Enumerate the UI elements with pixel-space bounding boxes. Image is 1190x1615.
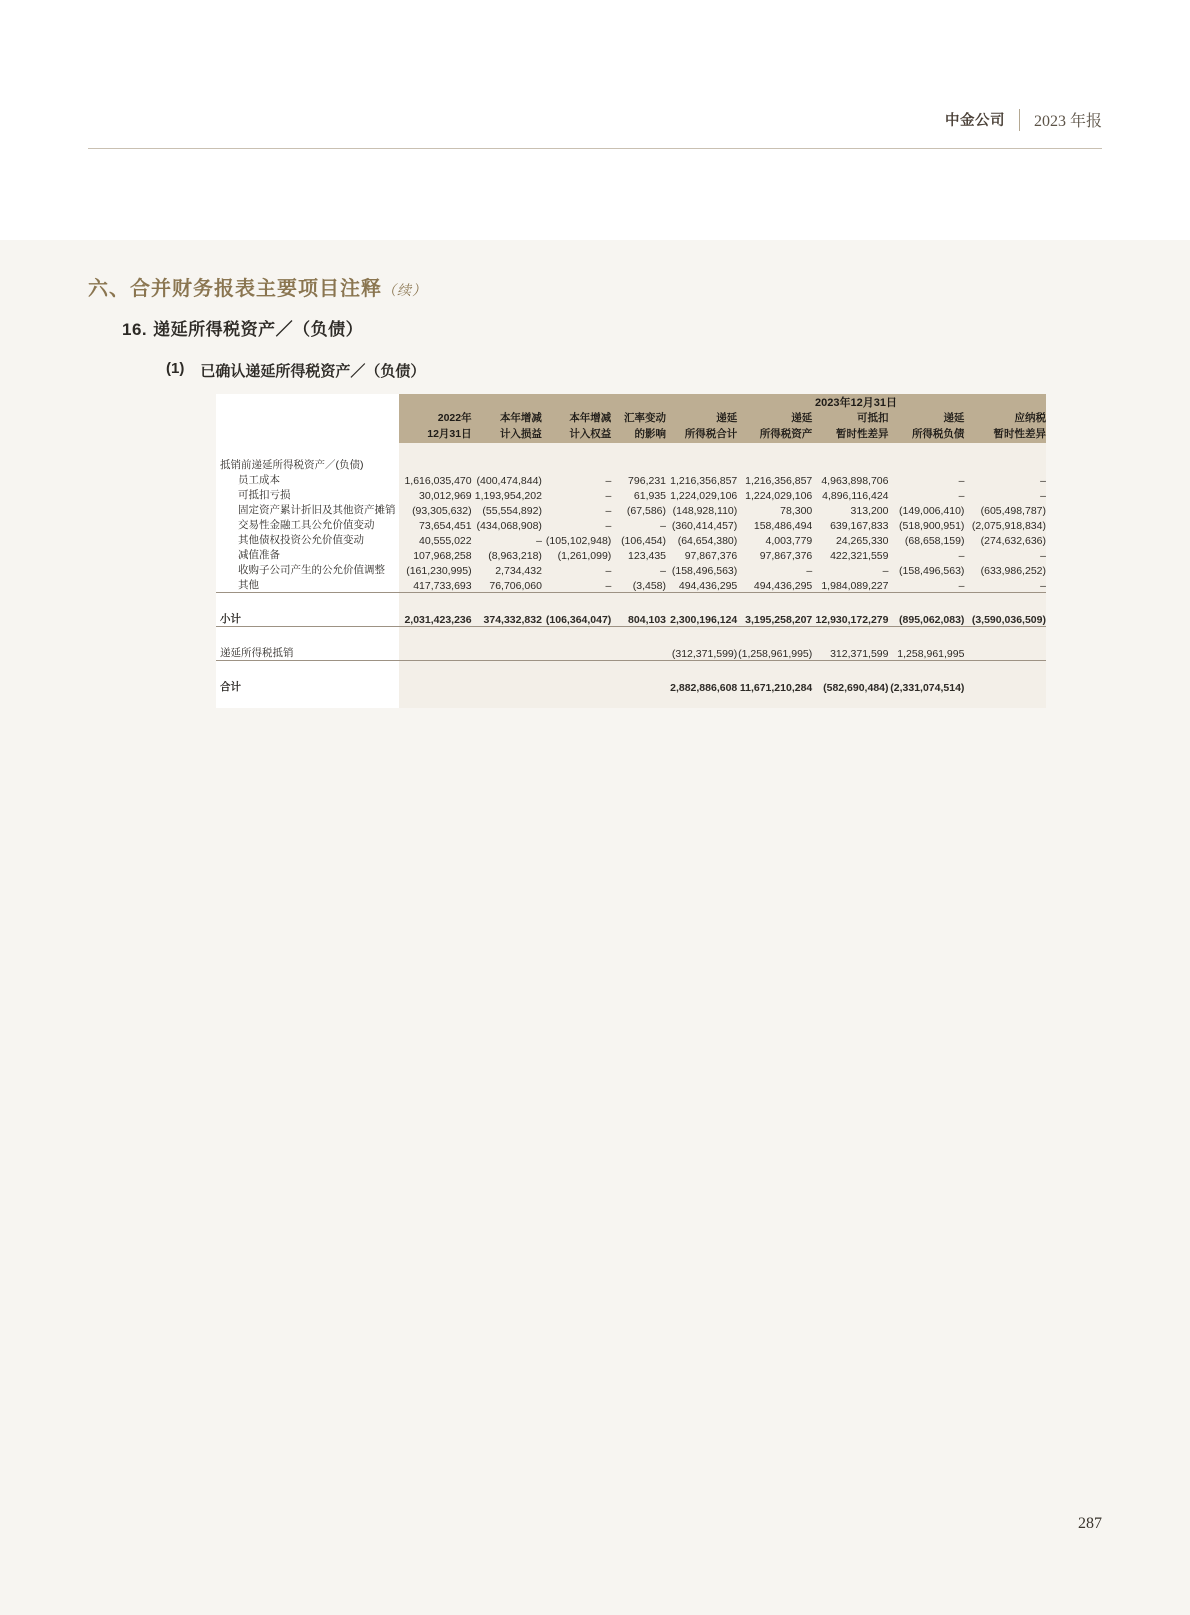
gap-c4 (666, 592, 737, 611)
spacer-c0 (399, 443, 472, 457)
row-value: – (964, 472, 1046, 487)
row-value: 158,486,494 (737, 517, 812, 532)
section-label-c3 (611, 457, 666, 472)
spacer-c3 (611, 443, 666, 457)
row-value: 1,193,954,202 (472, 487, 542, 502)
corner-blank (216, 394, 399, 410)
table-header-row (216, 410, 1046, 443)
column-header-8-line1: 应纳税 (1014, 412, 1046, 424)
row-value: – (542, 487, 611, 502)
row-value: 422,321,559 (812, 547, 888, 562)
row-value: 4,896,116,424 (812, 487, 888, 502)
subtotal-value: 2,300,196,124 (666, 611, 737, 627)
header-report-year: 2023 年报 (1033, 113, 1102, 130)
gap3-c8 (964, 660, 1046, 679)
subtotal-value: (106,364,047) (542, 611, 611, 627)
gap3-c5 (737, 660, 812, 679)
gap2-c0 (399, 626, 472, 645)
gap-c6 (812, 592, 888, 611)
column-header-4-line1: 递延 (716, 412, 738, 424)
row-value: 4,963,898,706 (812, 472, 888, 487)
spacer-c4 (666, 443, 737, 457)
row-value: (67,586) (611, 502, 666, 517)
row-value: – (542, 517, 611, 532)
gap3-c3 (611, 660, 666, 679)
row-value: (274,632,636) (964, 532, 1046, 547)
row-value: (400,474,844) (472, 472, 542, 487)
page-header (945, 108, 1102, 131)
bottom-c4 (666, 694, 737, 708)
total-value: (2,331,074,514) (889, 679, 965, 694)
row-value: 78,300 (737, 502, 812, 517)
table-group-header-row (216, 394, 1046, 410)
gap3-label (216, 660, 399, 679)
column-header-5 (737, 410, 812, 443)
total-value: (582,690,484) (812, 679, 888, 694)
column-header-6-line2: 暂时性差异 (836, 428, 889, 441)
row-label: 其他债权投资公允价值变动 (216, 532, 399, 547)
subsection-title (122, 315, 363, 340)
row-value: 417,733,693 (399, 577, 472, 593)
row-value: – (889, 577, 965, 593)
section-label-c1 (472, 457, 542, 472)
column-header-4 (666, 410, 737, 443)
row-value: 313,200 (812, 502, 888, 517)
column-header-7-line1: 递延 (943, 412, 965, 424)
item-text: 已确认递延所得税资产／（负债） (200, 363, 426, 380)
section-title-text: 六、合并财务报表主要项目注释 (88, 278, 382, 300)
spacer-c8 (964, 443, 1046, 457)
total-value (399, 679, 472, 694)
table-gap-row-offset (216, 626, 1046, 645)
spacer-c1 (472, 443, 542, 457)
row-value: 97,867,376 (666, 547, 737, 562)
bottom-c8 (964, 694, 1046, 708)
gap3-c1 (472, 660, 542, 679)
row-value: (3,458) (611, 577, 666, 593)
subtotal-value: 2,031,423,236 (399, 611, 472, 627)
section-title-continued: （续） (382, 282, 427, 298)
table-offset-row (216, 645, 1046, 661)
column-header-1 (472, 410, 542, 443)
group-header-spacer-2 (472, 394, 542, 410)
column-header-6-line1: 可抵扣 (857, 412, 889, 424)
bottom-c0 (399, 694, 472, 708)
offset-value (399, 645, 472, 661)
row-value: – (542, 577, 611, 593)
gap-c0 (399, 592, 472, 611)
column-header-3 (611, 410, 666, 443)
row-value: – (889, 547, 965, 562)
column-header-8 (964, 410, 1046, 443)
subtotal-value: (895,062,083) (889, 611, 965, 627)
row-value: 1,224,029,106 (737, 487, 812, 502)
item-title (166, 360, 425, 381)
row-value: – (472, 532, 542, 547)
spacer-c6 (812, 443, 888, 457)
section-label-c5 (737, 457, 812, 472)
row-value: – (737, 562, 812, 577)
total-value (611, 679, 666, 694)
row-value: 494,436,295 (737, 577, 812, 593)
spacer-label (216, 443, 399, 457)
offset-value: (312,371,599) (666, 645, 737, 661)
column-header-2-line2: 计入权益 (569, 428, 612, 441)
table-row (216, 547, 1046, 562)
table-row (216, 487, 1046, 502)
row-value: 2,734,432 (472, 562, 542, 577)
row-value: (2,075,918,834) (964, 517, 1046, 532)
table-row (216, 532, 1046, 547)
row-value: (1,261,099) (542, 547, 611, 562)
section-label-c2 (542, 457, 611, 472)
header-company-name: 中金公司 (944, 113, 1005, 129)
bottom-label (216, 694, 399, 708)
gap2-c4 (666, 626, 737, 645)
row-value: 796,231 (611, 472, 666, 487)
gap-c3 (611, 592, 666, 611)
row-value: – (812, 562, 888, 577)
section-label-c4 (666, 457, 737, 472)
table-row (216, 502, 1046, 517)
row-value: (434,068,908) (472, 517, 542, 532)
subtotal-value: (3,590,036,509) (964, 611, 1046, 627)
bottom-c2 (542, 694, 611, 708)
column-header-4-line2: 所得税合计 (684, 428, 738, 441)
gap3-c6 (812, 660, 888, 679)
row-value: – (964, 577, 1046, 593)
group-header-spacer-3 (542, 394, 611, 410)
deferred-tax-table-wrapper (216, 394, 1046, 708)
row-value: 1,224,029,106 (666, 487, 737, 502)
row-label: 员工成本 (216, 472, 399, 487)
column-header-7 (889, 410, 965, 443)
offset-value: 1,258,961,995 (889, 645, 965, 661)
spacer-c5 (737, 443, 812, 457)
gap-c2 (542, 592, 611, 611)
column-header-2 (542, 410, 611, 443)
gap-c1 (472, 592, 542, 611)
row-label: 减值准备 (216, 547, 399, 562)
offset-value (472, 645, 542, 661)
total-label: 合计 (216, 679, 399, 694)
offset-value (611, 645, 666, 661)
bottom-c5 (737, 694, 812, 708)
row-value: – (889, 472, 965, 487)
row-value: 494,436,295 (666, 577, 737, 593)
gap2-c8 (964, 626, 1046, 645)
header-row-corner (216, 410, 399, 443)
spacer-c7 (889, 443, 965, 457)
row-label: 可抵扣亏损 (216, 487, 399, 502)
total-value (542, 679, 611, 694)
table-gap-row-total (216, 660, 1046, 679)
offset-value (542, 645, 611, 661)
row-value: 24,265,330 (812, 532, 888, 547)
subtotal-value: 3,195,258,207 (737, 611, 812, 627)
row-value: (633,986,252) (964, 562, 1046, 577)
subtotal-value: 804,103 (611, 611, 666, 627)
subtotal-label: 小计 (216, 611, 399, 627)
row-value: 1,616,035,470 (399, 472, 472, 487)
row-value: (68,658,159) (889, 532, 965, 547)
offset-value (964, 645, 1046, 661)
bottom-c7 (889, 694, 965, 708)
row-value: – (964, 547, 1046, 562)
subtotal-value: 374,332,832 (472, 611, 542, 627)
row-value: 4,003,779 (737, 532, 812, 547)
row-value: 1,216,356,857 (737, 472, 812, 487)
column-header-1-line2: 计入损益 (499, 428, 542, 441)
deferred-tax-table (216, 394, 1046, 708)
row-value: 1,984,089,227 (812, 577, 888, 593)
subsection-text: 递延所得税资产／（负债） (153, 320, 364, 339)
total-value (964, 679, 1046, 694)
table-row (216, 517, 1046, 532)
offset-label: 递延所得税抵销 (216, 645, 399, 661)
section-label: 抵销前递延所得税资产／(负债) (216, 457, 399, 472)
column-header-7-line2: 所得税负债 (911, 428, 965, 441)
row-value: (149,006,410) (889, 502, 965, 517)
table-spacer-row-top (216, 443, 1046, 457)
row-value: 639,167,833 (812, 517, 888, 532)
subtotal-value: 12,930,172,279 (812, 611, 888, 627)
row-value: – (542, 562, 611, 577)
section-label-c8 (964, 457, 1046, 472)
section-label-c7 (889, 457, 965, 472)
gap2-c2 (542, 626, 611, 645)
column-header-0-line1: 2022年 (437, 412, 472, 424)
row-value: (55,554,892) (472, 502, 542, 517)
gap2-c5 (737, 626, 812, 645)
row-value: (148,928,110) (666, 502, 737, 517)
row-value: (360,414,457) (666, 517, 737, 532)
row-value: (8,963,218) (472, 547, 542, 562)
row-value: 1,216,356,857 (666, 472, 737, 487)
column-header-0 (399, 410, 472, 443)
row-value: 40,555,022 (399, 532, 472, 547)
gap2-c1 (472, 626, 542, 645)
gap2-c7 (889, 626, 965, 645)
total-value: 2,882,886,608 (666, 679, 737, 694)
row-value: (64,654,380) (666, 532, 737, 547)
group-header-spacer-1 (399, 394, 472, 410)
gap2-c6 (812, 626, 888, 645)
row-value: 73,654,451 (399, 517, 472, 532)
gap-label (216, 592, 399, 611)
group-header-spacer-4 (611, 394, 666, 410)
row-value: (161,230,995) (399, 562, 472, 577)
table-gap-row-subtotal (216, 592, 1046, 611)
column-header-3-line1: 汇率变动 (624, 412, 667, 424)
total-value (472, 679, 542, 694)
column-header-3-line2: 的影响 (634, 428, 667, 441)
table-row (216, 577, 1046, 593)
bottom-c3 (611, 694, 666, 708)
row-value: – (542, 472, 611, 487)
bottom-c6 (812, 694, 888, 708)
row-value: – (611, 562, 666, 577)
section-label-c6 (812, 457, 888, 472)
row-value: – (964, 487, 1046, 502)
row-value: 30,012,969 (399, 487, 472, 502)
group-header-label: 2023年12月31日 (666, 394, 1046, 410)
row-value: (518,900,951) (889, 517, 965, 532)
row-value: 97,867,376 (737, 547, 812, 562)
gap3-c0 (399, 660, 472, 679)
column-header-5-line1: 递延 (791, 412, 813, 424)
row-value: – (889, 487, 965, 502)
gap-c7 (889, 592, 965, 611)
row-value: (605,498,787) (964, 502, 1046, 517)
row-value: – (542, 502, 611, 517)
total-value: 11,671,210,284 (737, 679, 812, 694)
gap-c5 (737, 592, 812, 611)
row-value: 76,706,060 (472, 577, 542, 593)
column-header-6 (812, 410, 888, 443)
offset-value: 312,371,599 (812, 645, 888, 661)
column-header-5-line2: 所得税资产 (759, 428, 813, 441)
gap2-label (216, 626, 399, 645)
table-total-row (216, 679, 1046, 694)
page-number: 287 (1078, 1515, 1102, 1532)
column-header-2-line1: 本年增减 (569, 412, 612, 424)
row-value: 61,935 (611, 487, 666, 502)
gap2-c3 (611, 626, 666, 645)
row-label: 交易性金融工具公允价值变动 (216, 517, 399, 532)
row-value: (158,496,563) (666, 562, 737, 577)
row-label: 收购子公司产生的公允价值调整 (216, 562, 399, 577)
bottom-c1 (472, 694, 542, 708)
gap-c8 (964, 592, 1046, 611)
subsection-number: 16. (122, 320, 148, 339)
table-subtotal-row (216, 611, 1046, 627)
table-row (216, 562, 1046, 577)
row-value: (158,496,563) (889, 562, 965, 577)
item-number: (1) (166, 360, 185, 377)
gap3-c4 (666, 660, 737, 679)
row-value: (106,454) (611, 532, 666, 547)
column-header-8-line2: 暂时性差异 (993, 428, 1046, 441)
table-spacer-row-bottom (216, 694, 1046, 708)
gap3-c7 (889, 660, 965, 679)
row-value: (93,305,632) (399, 502, 472, 517)
row-value: 107,968,258 (399, 547, 472, 562)
offset-value: (1,258,961,995) (737, 645, 812, 661)
table-section-label-row (216, 457, 1046, 472)
spacer-c2 (542, 443, 611, 457)
row-value: (105,102,948) (542, 532, 611, 547)
section-title (88, 272, 427, 301)
header-rule (88, 148, 1102, 149)
row-label: 其他 (216, 577, 399, 593)
column-header-1-line1: 本年增减 (499, 412, 542, 424)
gap3-c2 (542, 660, 611, 679)
table-row (216, 472, 1046, 487)
column-header-0-line2: 12月31日 (427, 428, 472, 441)
row-label: 固定资产累计折旧及其他资产摊销 (216, 502, 399, 517)
section-label-c0 (399, 457, 472, 472)
row-value: 123,435 (611, 547, 666, 562)
row-value: – (611, 517, 666, 532)
